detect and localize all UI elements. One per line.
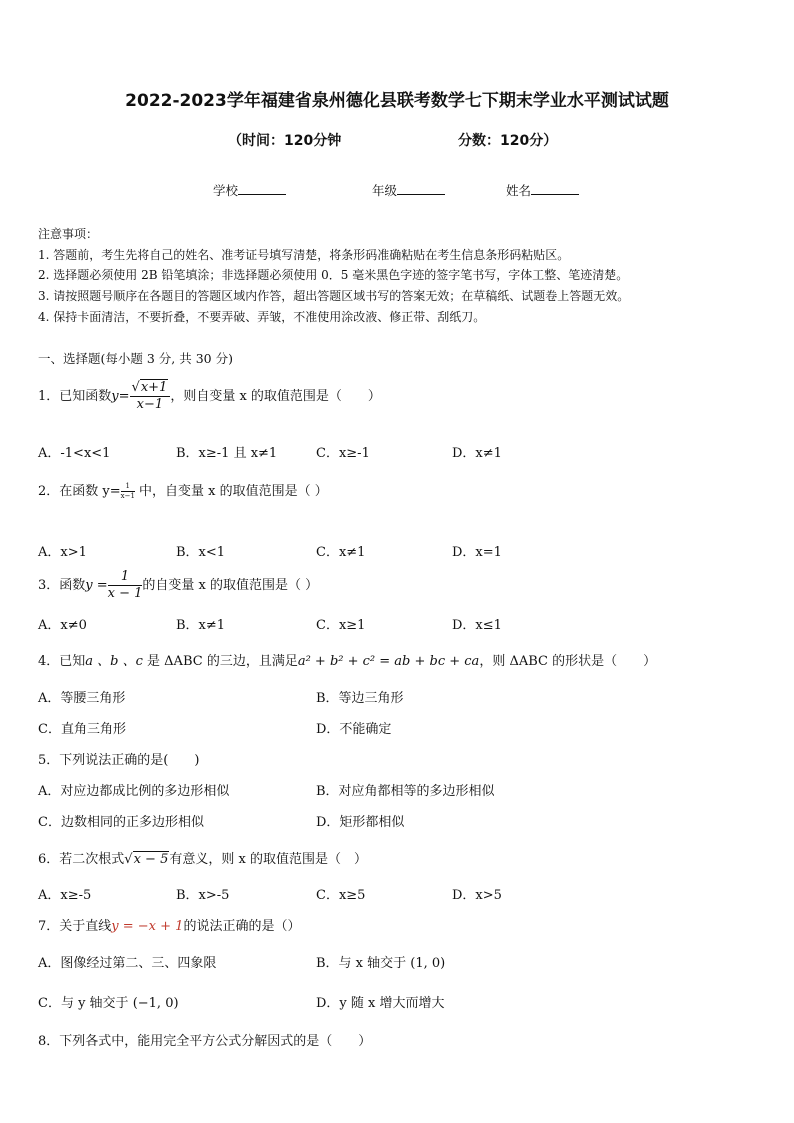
q7-option-a[interactable]: A．图像经过第二、三、四象限	[38, 956, 217, 971]
q2-option-a[interactable]: A．x>1	[38, 545, 87, 560]
note-item: 1. 答题前，考生先将自己的姓名、准考证号填写清楚，将条形码准确粘贴在考生信息条形码粘贴区。	[38, 248, 570, 262]
q7-option-b[interactable]: B．与 x 轴交于 (1, 0)	[316, 956, 446, 971]
note-item: 3. 请按照题号顺序在各题目的答题区域内作答，超出答题区域书写的答案无效；在草稿纸、试题卷上答题无效。	[38, 289, 630, 303]
q1-prefix: 1．已知函数	[38, 389, 112, 404]
q7-option-c[interactable]: C．与 y 轴交于 (−1, 0)	[38, 996, 179, 1011]
q6-option-b[interactable]: B．x>-5	[176, 888, 230, 903]
q4-vars: a 、b 、c	[85, 654, 143, 669]
q3-option-b[interactable]: B．x≠1	[176, 618, 226, 633]
q2-suffix: 中，自变量 x 的取值范围是（ ）	[134, 484, 328, 499]
q3-option-a[interactable]: A．x≠0	[38, 618, 87, 633]
q4-option-b[interactable]: B．等边三角形	[316, 691, 404, 706]
name-label: 姓名	[506, 183, 532, 198]
q6-suffix: 有意义，则 x 的取值范围是（ ）	[169, 852, 367, 867]
q6-radical: √x − 5	[124, 852, 169, 867]
q1-denominator: x−1	[136, 397, 164, 412]
q3-option-d[interactable]: D．x≤1	[452, 618, 502, 633]
q4-option-d[interactable]: D．不能确定	[316, 722, 392, 737]
q2-option-c[interactable]: C．x≠1	[316, 545, 366, 560]
name-blank[interactable]	[531, 182, 579, 195]
section-heading: 一、选择题(每小题 3 分, 共 30 分)	[38, 351, 233, 366]
q1-numerator: x+1	[140, 380, 168, 395]
q2-option-d[interactable]: D．x=1	[452, 545, 502, 560]
question-3	[38, 569, 318, 602]
q2-denominator: x−1	[120, 492, 135, 500]
q6-radicand: x − 5	[133, 852, 169, 867]
q7-line-equation: y = −x + 1	[111, 919, 184, 934]
q5-option-c[interactable]: C．边数相同的正多边形相似	[38, 815, 204, 830]
q2-numerator: 1	[121, 482, 135, 492]
q4-equation: a² + b² + c² = ab + bc + ca	[297, 654, 480, 669]
q2-prefix: 2．在函数 y=	[38, 484, 121, 499]
q3-option-c[interactable]: C．x≥1	[316, 618, 366, 633]
q7-option-d[interactable]: D．y 随 x 增大而增大	[316, 996, 445, 1011]
q5-option-b[interactable]: B．对应角都相等的多边形相似	[316, 784, 495, 799]
q6-option-c[interactable]: C．x≥5	[316, 888, 366, 903]
q3-numerator: 1	[108, 569, 143, 586]
q4-option-a[interactable]: A．等腰三角形	[38, 691, 126, 706]
name-field[interactable]	[506, 181, 579, 199]
q6-option-d[interactable]: D．x>5	[452, 888, 502, 903]
q1-option-b[interactable]: B．x≥-1 且 x≠1	[176, 446, 278, 461]
q7-suffix: 的说法正确的是（）	[183, 919, 301, 934]
question-2	[38, 480, 328, 501]
school-blank[interactable]	[238, 182, 286, 195]
note-item: 2. 选择题必须使用 2B 铅笔填涂；非选择题必须使用 0．5 毫米黑色字迹的签字笔书写，字体工整、笔迹清楚。	[38, 268, 629, 282]
question-7	[38, 915, 300, 934]
grade-label: 年级	[372, 183, 398, 198]
q3-denominator: x − 1	[107, 586, 143, 601]
q4-option-c[interactable]: C．直角三角形	[38, 722, 126, 737]
grade-blank[interactable]	[397, 182, 445, 195]
q1-suffix: ，则自变量 x 的取值范围是（ ）	[170, 389, 381, 404]
page-title: 2022-2023学年福建省泉州德化县联考数学七下期末学业水平测试试题	[125, 91, 669, 111]
question-5: 5．下列说法正确的是( )	[38, 753, 200, 768]
q1-option-a[interactable]: A．-1<x<1	[38, 446, 111, 461]
q4-suffix: ，则 ΔABC 的形状是（ ）	[479, 654, 657, 669]
q7-prefix: 7．关于直线	[38, 919, 112, 934]
q5-option-a[interactable]: A．对应边都成比例的多边形相似	[38, 784, 230, 799]
q3-prefix: 3．函数	[38, 578, 86, 593]
notes-header: 注意事项：	[38, 227, 99, 241]
question-4	[38, 650, 656, 669]
q4-prefix: 4．已知	[38, 654, 86, 669]
q3-fraction	[108, 569, 143, 602]
exam-time: （时间：120分钟	[228, 133, 342, 149]
q3-suffix: 的自变量 x 的取值范围是（ ）	[142, 578, 319, 593]
q1-option-c[interactable]: C．x≥-1	[316, 446, 370, 461]
grade-field[interactable]	[372, 181, 445, 199]
q1-fraction: $\frac{√x+1}{x-1}$	[130, 380, 171, 413]
question-1	[38, 380, 381, 413]
q5-option-d[interactable]: D．矩形都相似	[316, 815, 405, 830]
exam-score: 分数：120分）	[458, 133, 558, 149]
school-label: 学校	[213, 183, 239, 198]
q6-prefix: 6．若二次根式	[38, 852, 125, 867]
q2-option-b[interactable]: B．x<1	[176, 545, 226, 560]
q6-option-a[interactable]: A．x≥-5	[38, 888, 92, 903]
question-6	[38, 848, 367, 867]
q1-option-d[interactable]: D．x≠1	[452, 446, 502, 461]
note-item: 4. 保持卡面清洁，不要折叠，不要弄破、弄皱，不准使用涂改液、修正带、刮纸刀。	[38, 310, 486, 324]
q4-mid: 是 ΔABC 的三边，且满足	[142, 654, 298, 669]
school-field[interactable]	[213, 181, 286, 199]
question-8: 8．下列各式中，能用完全平方公式分解因式的是（ ）	[38, 1034, 372, 1049]
q1-func: y=	[111, 389, 130, 404]
q2-fraction	[121, 482, 135, 501]
q3-func: y =	[85, 578, 108, 593]
